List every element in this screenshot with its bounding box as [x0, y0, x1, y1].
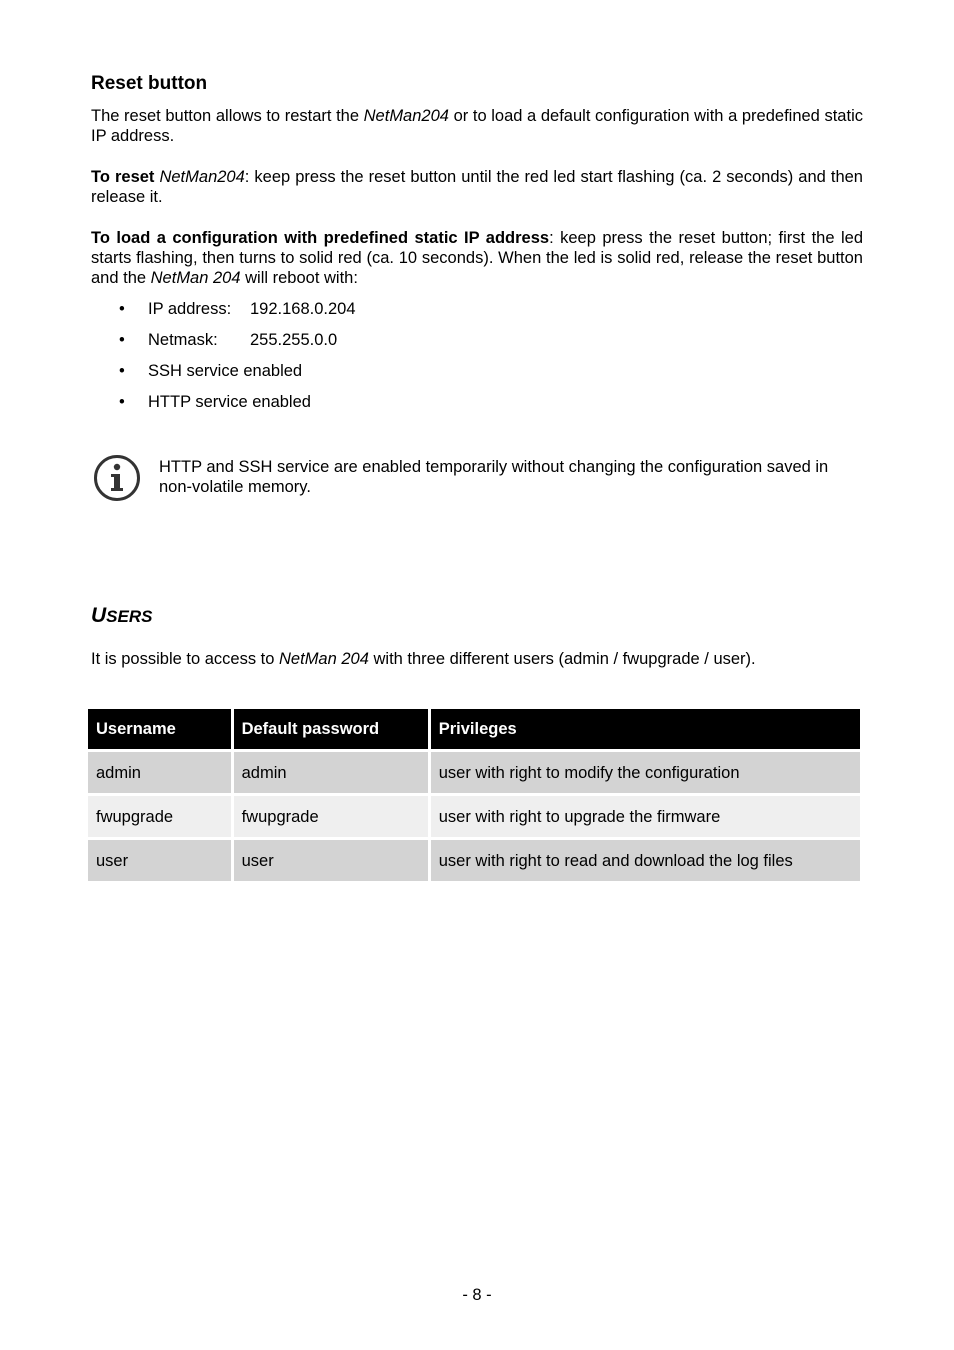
bullet-icon: • [119, 362, 125, 380]
list-item-label: SSH service enabled [148, 362, 303, 380]
cell-username: admin [88, 752, 231, 793]
product-name: NetMan204 [363, 107, 449, 125]
bullet-icon: • [119, 300, 125, 318]
cell-privileges: user with right to read and download the log files [431, 840, 860, 881]
bullet-icon: • [119, 331, 125, 349]
list-item-label: HTTP service enabled [148, 393, 311, 411]
product-name: NetMan 204 [279, 650, 369, 668]
cell-username: fwupgrade [88, 796, 231, 837]
list-item-label: Netmask: [148, 331, 218, 349]
product-name: NetMan 204 [150, 269, 241, 287]
list-item [91, 330, 591, 361]
table-row [88, 840, 860, 881]
column-header-username: Username [88, 709, 231, 749]
users-intro-paragraph [91, 649, 863, 669]
title-rest: SERS [106, 607, 153, 626]
text-run: : keep press the reset button until the red led start flashing (ca. 2 seconds) and then release it. [91, 168, 863, 206]
cell-privileges: user with right to upgrade the firmware [431, 796, 860, 837]
table-header-row [88, 709, 860, 749]
cell-default-password: user [234, 840, 428, 881]
info-note [91, 452, 863, 504]
info-icon [93, 454, 141, 502]
text-run: with three different users (admin / fwupgrade / user). [368, 650, 756, 668]
list-item [91, 299, 591, 330]
info-note-text: HTTP and SSH service are enabled temporarily without changing the configuration saved in non-volatile memory. [159, 458, 829, 496]
column-header-privileges: Privileges [431, 709, 860, 749]
cell-default-password: admin [234, 752, 428, 793]
product-name: NetMan204 [159, 168, 245, 186]
column-header-default-password: Default password [234, 709, 428, 749]
text-run: The reset button allows to restart the [91, 107, 364, 125]
bullet-icon: • [119, 393, 125, 411]
text-run: will reboot with: [240, 269, 358, 287]
list-item-label: IP address: [148, 300, 232, 318]
cell-default-password: fwupgrade [234, 796, 428, 837]
cell-username: user [88, 840, 231, 881]
reboot-settings-list [91, 299, 591, 423]
load-config-paragraph [91, 228, 863, 288]
text-run: : keep press the reset button; first the led starts flashing, then turns to solid red (ca. 10 seconds). When the led is solid red, release the reset button and the [91, 229, 863, 287]
list-item-value: 192.168.0.204 [250, 300, 356, 318]
text-run: It is possible to access to [91, 650, 280, 668]
table-row [88, 796, 860, 837]
section-title-users [91, 603, 152, 630]
table-row [88, 752, 860, 793]
section-title-reset-button: Reset button [91, 73, 208, 94]
page-number: - 8 - [462, 1286, 492, 1304]
bold-lead: To reset [91, 168, 155, 186]
users-table [85, 706, 863, 884]
to-reset-paragraph [91, 167, 863, 207]
title-initial: U [91, 604, 107, 627]
bold-lead: To load a configuration with predefined static IP address [91, 229, 550, 247]
list-item [91, 392, 591, 423]
list-item-value: 255.255.0.0 [250, 331, 338, 349]
text-run: or to load a default configuration with a predefined static IP address. [91, 107, 863, 145]
reset-intro-paragraph [91, 106, 863, 146]
cell-privileges: user with right to modify the configuration [431, 752, 860, 793]
list-item [91, 361, 591, 392]
